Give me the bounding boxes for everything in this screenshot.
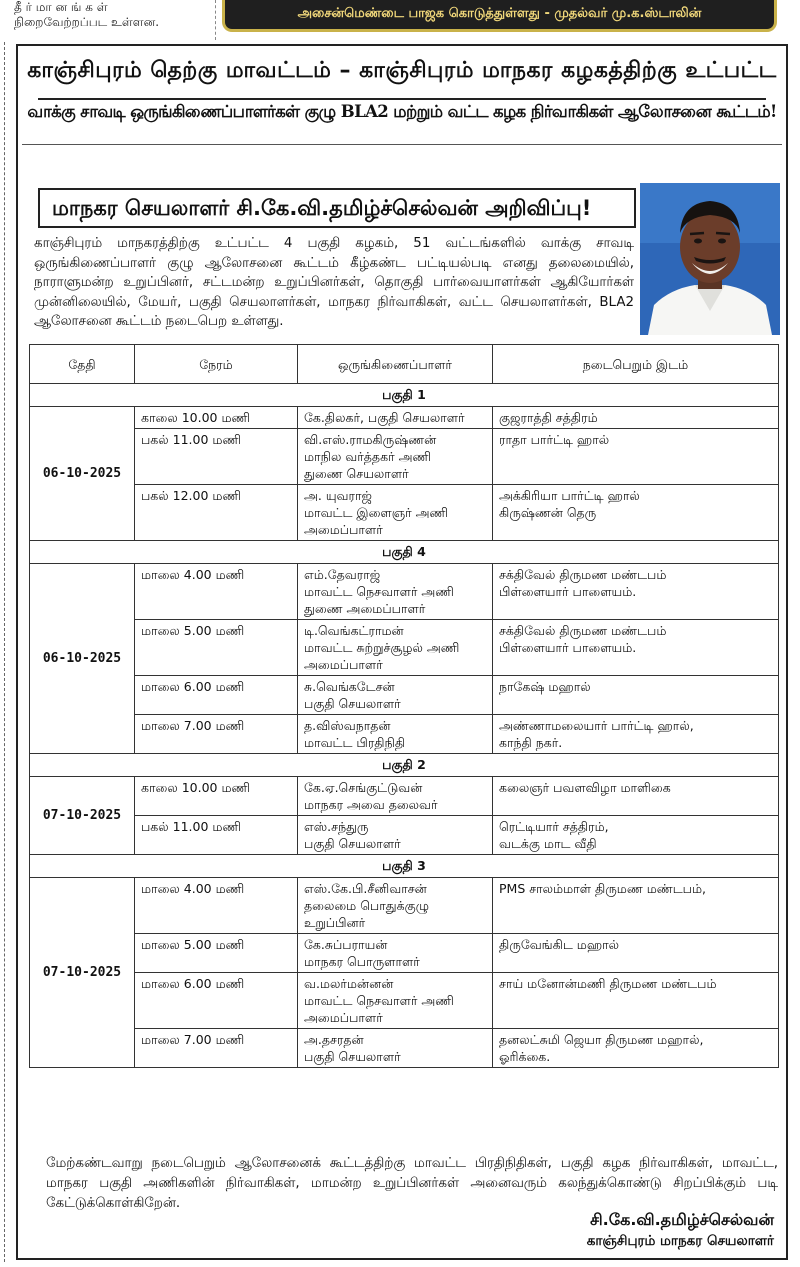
ad-heading-district: காஞ்சிபுரம் தெற்கு மாவட்டம் – காஞ்சிபுரம் மாநகர கழகத்திற்கு உட்பட்ட xyxy=(27,58,777,83)
coordinator-line: மாவட்ட இளைஞர் அணி xyxy=(304,505,449,520)
coordinator-line: மாவட்ட நெசவாளர் அணி xyxy=(304,993,454,1008)
coordinator-line: பகுதி செயலாளர் xyxy=(304,836,401,851)
venue-line: திருவேங்கிட மஹால் xyxy=(499,937,620,952)
meeting-time: மாலை 4.00 மணி xyxy=(135,878,298,934)
meeting-time: மாலை 7.00 மணி xyxy=(135,715,298,754)
meeting-time: பகல் 11.00 மணி xyxy=(135,429,298,485)
coordinator-line: தலைமை பொதுக்குழு xyxy=(304,898,429,913)
venue-cell xyxy=(493,816,779,855)
venue-cell xyxy=(493,1029,779,1068)
meeting-schedule-table xyxy=(29,344,779,1068)
coordinator-line: சு.வெங்கடேசன் xyxy=(304,679,395,694)
header-coordinator: ஒருங்கிணைப்பாளர் xyxy=(298,345,493,384)
coordinator-line: எம்.தேவராஜ் xyxy=(304,567,381,582)
table-row xyxy=(30,878,779,934)
coordinator-cell xyxy=(298,429,493,485)
coordinator-cell xyxy=(298,485,493,541)
venue-cell xyxy=(493,485,779,541)
section-header-row xyxy=(30,754,779,777)
coordinator-cell xyxy=(298,620,493,676)
previous-article-text xyxy=(14,0,204,30)
venue-line: அண்ணாமலையார் பார்ட்டி ஹால், xyxy=(499,718,694,733)
coordinator-cell xyxy=(298,407,493,429)
meeting-date: 07-10-2025 xyxy=(30,878,135,1068)
coordinator-cell xyxy=(298,973,493,1029)
coordinator-line: துணை அமைப்பாளர் xyxy=(304,601,426,616)
meeting-time: காலை 10.00 மணி xyxy=(135,407,298,429)
coordinator-line: கே.ஏ.செங்குட்டுவன் xyxy=(304,780,423,795)
venue-line: தனலட்சுமி ஜெயா திருமண மஹால், xyxy=(499,1032,704,1047)
coordinator-line: மாநில வர்த்தகர் அணி xyxy=(304,449,432,464)
coordinator-cell xyxy=(298,564,493,620)
section-header-row xyxy=(30,855,779,878)
coordinator-line: அ.தசரதன் xyxy=(304,1032,364,1047)
table-row xyxy=(30,934,779,973)
meeting-date: 06-10-2025 xyxy=(30,564,135,754)
coordinator-line: அமைப்பாளர் xyxy=(304,1010,383,1025)
news-headline-banner: அசைன்மெண்டை பாஜக கொடுத்துள்ளது - முதல்வர் மு.க.ஸ்டாலின் xyxy=(222,0,777,32)
heading-underline xyxy=(22,144,782,145)
announcement-title: மாநகர செயலாளர் சி.கே.வி.தமிழ்ச்செல்வன் அறிவிப்பு! xyxy=(38,188,636,228)
venue-line: ஓரிக்கை. xyxy=(499,1049,551,1064)
table-row xyxy=(30,1029,779,1068)
venue-cell xyxy=(493,429,779,485)
meeting-time: மாலை 5.00 மணி xyxy=(135,620,298,676)
venue-line: சக்திவேல் திருமண மண்டபம் xyxy=(499,623,667,638)
section-header-row xyxy=(30,541,779,564)
venue-cell xyxy=(493,620,779,676)
coordinator-line: டி.வெங்கட்ராமன் xyxy=(304,623,404,638)
venue-cell xyxy=(493,676,779,715)
header-venue: நடைபெறும் இடம் xyxy=(493,345,779,384)
coordinator-line: த.விஸ்வநாதன் xyxy=(304,718,391,733)
secretary-portrait xyxy=(640,183,780,335)
coordinator-line: பகுதி செயலாளர் xyxy=(304,1049,401,1064)
signature-name: சி.கே.வி.தமிழ்ச்செல்வன் xyxy=(590,1210,774,1229)
table-row xyxy=(30,429,779,485)
coordinator-cell xyxy=(298,1029,493,1068)
previous-article-line-2: நிறைவேற்றப்பட உள்ளன. xyxy=(14,15,160,29)
venue-line: காந்தி நகர். xyxy=(499,735,563,750)
schedule-header-row xyxy=(30,345,779,384)
header-date: தேதி xyxy=(30,345,135,384)
coordinator-line: மாவட்ட பிரதிநிதி xyxy=(304,735,406,750)
meeting-time: பகல் 12.00 மணி xyxy=(135,485,298,541)
coordinator-cell xyxy=(298,878,493,934)
advertisement-box xyxy=(16,44,788,1260)
venue-line: ராதா பார்ட்டி ஹால் xyxy=(499,432,610,447)
coordinator-cell xyxy=(298,934,493,973)
previous-article-line-1: தீ ர் மா ன ங் க ள் xyxy=(14,0,108,14)
venue-line: சக்திவேல் திருமண மண்டபம் xyxy=(499,567,667,582)
meeting-time: மாலை 4.00 மணி xyxy=(135,564,298,620)
signature-title: காஞ்சிபுரம் மாநகர செயலாளர் xyxy=(586,1233,774,1249)
venue-line: ரெட்டியார் சத்திரம், xyxy=(499,819,609,834)
section-title: பகுதி 2 xyxy=(30,754,779,777)
venue-cell xyxy=(493,407,779,429)
table-row xyxy=(30,407,779,429)
meeting-date: 07-10-2025 xyxy=(30,777,135,855)
section-title: பகுதி 4 xyxy=(30,541,779,564)
coordinator-line: வி.எஸ்.ராமகிருஷ்ணன் xyxy=(304,432,437,447)
coordinator-cell xyxy=(298,676,493,715)
coordinator-line: கே.திலகர், பகுதி செயலாளர் xyxy=(304,410,465,425)
section-title: பகுதி 3 xyxy=(30,855,779,878)
table-row xyxy=(30,564,779,620)
section-header-row xyxy=(30,384,779,407)
section-title: பகுதி 1 xyxy=(30,384,779,407)
table-row xyxy=(30,620,779,676)
venue-line: நாகேஷ் மஹால் xyxy=(499,679,591,694)
venue-cell xyxy=(493,973,779,1029)
table-row xyxy=(30,485,779,541)
coordinator-line: மாவட்ட சுற்றுச்சூழல் அணி xyxy=(304,640,460,655)
coordinator-cell xyxy=(298,715,493,754)
coordinator-line: மாவட்ட நெசவாளர் அணி xyxy=(304,584,454,599)
coordinator-line: அமைப்பாளர் xyxy=(304,657,383,672)
coordinator-cell xyxy=(298,816,493,855)
column-separator xyxy=(215,0,216,40)
venue-line: பிள்ளையார் பாளையம். xyxy=(499,584,637,599)
meeting-time: பகல் 11.00 மணி xyxy=(135,816,298,855)
venue-line: சாய் மனோன்மணி திருமண மண்டபம் xyxy=(499,976,717,991)
venue-cell xyxy=(493,564,779,620)
table-row xyxy=(30,973,779,1029)
table-row xyxy=(30,676,779,715)
venue-line: PMS சாலம்மாள் திருமண மண்டபம், xyxy=(499,881,706,896)
coordinator-line: மாநகர பொருளாளர் xyxy=(304,954,420,969)
venue-line: கிருஷ்ணன் தெரு xyxy=(499,505,597,520)
coordinator-line: எஸ்.சந்துரு xyxy=(304,819,369,834)
header-time: நேரம் xyxy=(135,345,298,384)
coordinator-line: எஸ்.கே.பி.சீனிவாசன் xyxy=(304,881,427,896)
coordinator-line: பகுதி செயலாளர் xyxy=(304,696,401,711)
coordinator-line: வ.மலர்மன்னன் xyxy=(304,976,394,991)
heading-divider xyxy=(38,98,766,100)
coordinator-line: உறுப்பினர் xyxy=(304,915,366,930)
cut-line xyxy=(4,42,5,1262)
venue-cell xyxy=(493,878,779,934)
table-row xyxy=(30,816,779,855)
venue-line: பிள்ளையார் பாளையம். xyxy=(499,640,637,655)
venue-cell xyxy=(493,715,779,754)
venue-line: வடக்கு மாட வீதி xyxy=(499,836,597,851)
coordinator-line: மாநகர அவை தலைவர் xyxy=(304,797,438,812)
venue-line: கலைஞர் பவளவிழா மாளிகை xyxy=(499,780,671,795)
meeting-time: மாலை 7.00 மணி xyxy=(135,1029,298,1068)
coordinator-cell xyxy=(298,777,493,816)
meeting-date: 06-10-2025 xyxy=(30,407,135,541)
table-row xyxy=(30,777,779,816)
meeting-time: காலை 10.00 மணி xyxy=(135,777,298,816)
portrait-illustration xyxy=(640,183,780,335)
coordinator-line: அமைப்பாளர் xyxy=(304,522,383,537)
intro-paragraph: காஞ்சிபுரம் மாநகரத்திற்கு உட்பட்ட 4 பகுதி கழகம், 51 வட்டங்களில் வாக்கு சாவடி ஒருங்கிணைப்பாளர் குழு ஆலோசனை கூட்டம் கீழ்கண்ட பட்டியல்படி எனது தலைமையில், நாராளுமன்ற உறுப்பினர், சட்டமன்ற உறுப்பினர்கள், தொகுதி பார்வையாளர்கள் ஆகியோர்கள் முன்னிலையில், மேயர், பகுதி செயலாளர்கள், மாநகர நிர்வாகிகள், வட்ட செயலாளர்கள், BLA2 ஆலோசனை கூட்டம் நடைபெற உள்ளது. xyxy=(34,236,634,329)
meeting-time: மாலை 6.00 மணி xyxy=(135,973,298,1029)
venue-cell xyxy=(493,777,779,816)
coordinator-line: கே.சுப்பராயன் xyxy=(304,937,388,952)
previous-article-strip xyxy=(0,0,800,42)
coordinator-line: துணை செயலாளர் xyxy=(304,466,409,481)
meeting-time: மாலை 6.00 மணி xyxy=(135,676,298,715)
closing-paragraph: மேற்கண்டவாறு நடைபெறும் ஆலோசனைக் கூட்டத்திற்கு மாவட்ட பிரதிநிதிகள், பகுதி கழக நிர்வாகிகள், மாவட்ட, மாநகர பகுதி அணிகளின் நிர்வாகிகள், மாமன்ற உறுப்பினர்கள் அனைவரும் கலந்துக்கொண்டு சிறப்பிக்கும் படி கேட்டுக்கொள்கிறேன். xyxy=(46,1156,778,1211)
meeting-time: மாலை 5.00 மணி xyxy=(135,934,298,973)
ad-heading-meeting: வாக்கு சாவடி ஒருங்கிணைப்பாளர்கள் குழு BLA2 மற்றும் வட்ட கழக நிர்வாகிகள் ஆலோசனை கூட்டம்! xyxy=(27,102,777,121)
venue-line: அக்கிரியா பார்ட்டி ஹால் xyxy=(499,488,640,503)
venue-cell xyxy=(493,934,779,973)
table-row xyxy=(30,715,779,754)
coordinator-line: அ. யுவராஜ் xyxy=(304,488,372,503)
venue-line: குஜராத்தி சத்திரம் xyxy=(499,410,598,425)
